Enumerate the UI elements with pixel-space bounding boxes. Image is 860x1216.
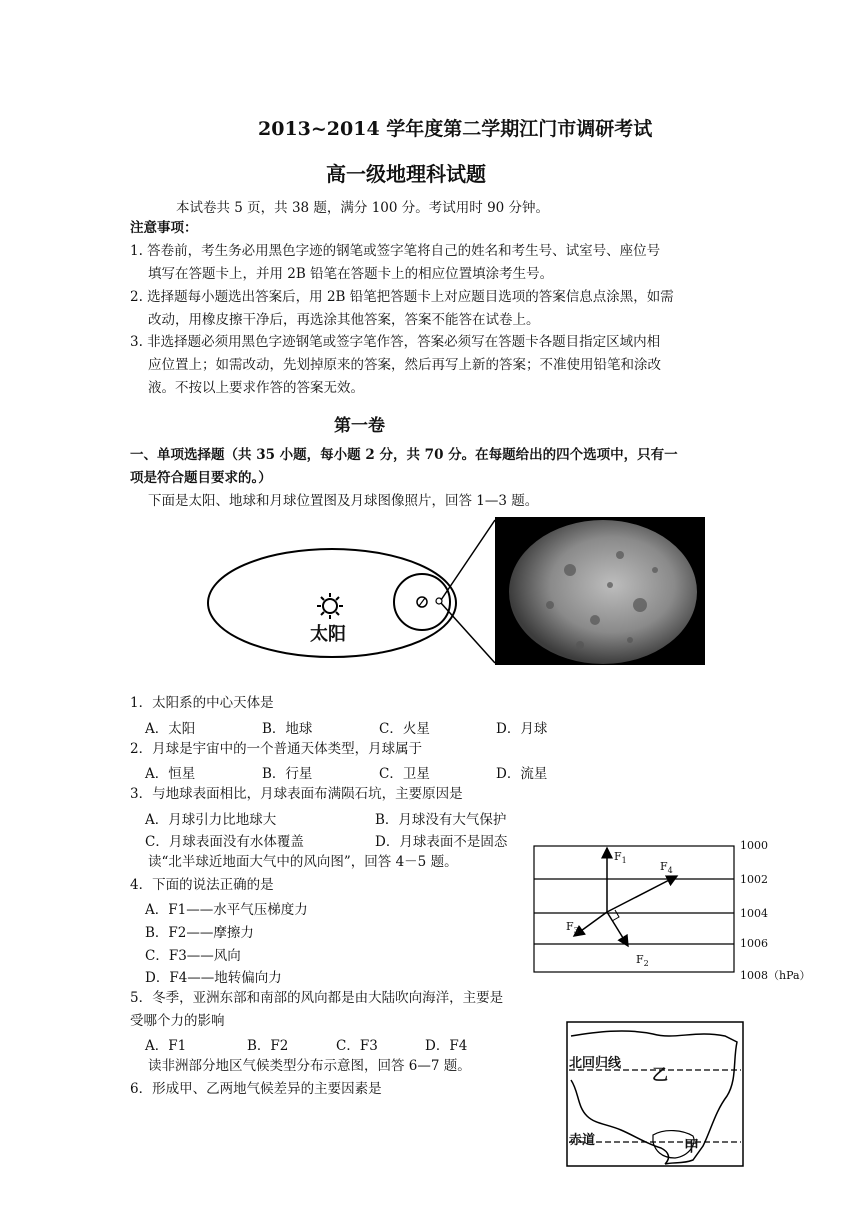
region-jia-label: 甲 xyxy=(684,1137,700,1155)
region-yi-label: 乙 xyxy=(652,1065,669,1084)
equator-label: 赤道 xyxy=(569,1133,596,1148)
q5-option-d: D．F4 xyxy=(425,1038,468,1054)
force-f2-arrow xyxy=(607,912,628,946)
note-3-line-2: 应位置上；如需改动，先划掉原来的答案，然后再写上新的答案；不准使用铅笔和涂改 xyxy=(148,357,661,373)
note-3-line-3: 液。不按以上要求作答的答案无效。 xyxy=(148,380,364,396)
sun-icon xyxy=(317,593,343,619)
section-heading-line-2: 项是符合题目要求的。） xyxy=(130,470,272,486)
notes-heading: 注意事项： xyxy=(130,220,198,236)
tropic-label: 北回归线 xyxy=(569,1056,622,1071)
isobar-label-1002: 1002 xyxy=(740,873,768,886)
part-title: 第一卷 xyxy=(334,416,385,436)
q6-stem: 6．形成甲、乙两地气候差异的主要因素是 xyxy=(130,1081,382,1097)
q5-option-b: B．F2 xyxy=(247,1038,289,1054)
zoom-line-bottom xyxy=(441,603,495,663)
q1-option-b: B．地球 xyxy=(262,721,313,737)
orbit-figure xyxy=(200,515,710,670)
sun-label: 太阳 xyxy=(310,624,346,645)
wind-force-figure xyxy=(530,840,740,980)
q2-stem: 2．月球是宇宙中的一个普通天体类型，月球属于 xyxy=(130,741,423,757)
q4-option-c: C．F3——风向 xyxy=(145,948,241,964)
lead-q4-5: 读“北半球近地面大气中的风向图”，回答 4－5 题。 xyxy=(148,854,458,870)
note-1-line-2: 填写在答题卡上，并用 2B 铅笔在答题卡上的相应位置填涂考生号。 xyxy=(148,266,554,282)
note-2-line-1: 2. 选择题每小题选出答案后，用 2B 铅笔把答题卡上对应题目选项的答案信息点涂黑，如需 xyxy=(130,289,674,305)
q2-option-a: A．恒星 xyxy=(145,766,196,782)
q3-option-a: A．月球引力比地球大 xyxy=(145,812,277,828)
force-f4-arrow xyxy=(607,876,677,912)
q4-stem: 4．下面的说法正确的是 xyxy=(130,877,274,893)
force-f4-label: $F_4$ xyxy=(660,860,673,876)
q2-option-d: D．流星 xyxy=(496,766,548,782)
isobar-label-1008: 1008（hPa） xyxy=(740,969,811,982)
q4-option-d: D．F4——地转偏向力 xyxy=(145,970,282,986)
force-f2-label: $F_2$ xyxy=(636,953,649,969)
q2-option-c: C．卫星 xyxy=(379,766,430,782)
q4-option-b: B．F2——摩擦力 xyxy=(145,925,254,941)
section-heading-line-1: 一、单项选择题（共 35 小题，每小题 2 分，共 70 分。在每题给出的四个选项中，只有一 xyxy=(130,447,678,463)
isobar-label-1000: 1000 xyxy=(740,839,768,852)
isobar-label-1006: 1006 xyxy=(740,937,768,950)
isobar-label-1004: 1004 xyxy=(740,907,768,920)
q3-option-b: B．月球没有大气保护 xyxy=(375,812,507,828)
isobar-box xyxy=(534,846,734,972)
q1-option-c: C．火星 xyxy=(379,721,430,737)
q5-option-c: C．F3 xyxy=(336,1038,378,1054)
q5-option-a: A．F1 xyxy=(145,1038,187,1054)
right-angle-mark xyxy=(612,910,619,921)
q3-option-c: C．月球表面没有水体覆盖 xyxy=(145,834,304,850)
q1-option-d: D．月球 xyxy=(496,721,548,737)
force-f3-arrow xyxy=(574,912,607,936)
note-3-line-1: 3. 非选择题必须用黑色字迹钢笔或签字笔作答，答案必须写在答题卡各题目指定区域内相 xyxy=(130,334,661,350)
lead-q1-3: 下面是太阳、地球和月球位置图及月球图像照片，回答 1—3 题。 xyxy=(148,493,539,509)
moon-photo xyxy=(509,520,697,664)
lead-q6-7: 读非洲部分地区气候类型分布示意图，回答 6—7 题。 xyxy=(148,1058,471,1074)
q1-stem: 1．太阳系的中心天体是 xyxy=(130,695,274,711)
q3-option-d: D．月球表面不是固态 xyxy=(375,834,508,850)
q3-stem: 3．与地球表面相比，月球表面布满陨石坑，主要原因是 xyxy=(130,786,463,802)
exam-title: 2013~2014 学年度第二学期江门市调研考试 xyxy=(258,118,653,140)
q5-stem-line-2: 受哪个力的影响 xyxy=(130,1013,225,1029)
q5-stem-line-1: 5．冬季，亚洲东部和南部的风向都是由大陆吹向海洋，主要是 xyxy=(130,990,504,1006)
q4-option-a: A．F1——水平气压梯度力 xyxy=(145,902,308,918)
force-f1-label: $F_1$ xyxy=(614,850,627,866)
note-2-line-2: 改动，用橡皮擦干净后，再选涂其他答案，答案不能答在试卷上。 xyxy=(148,312,540,328)
force-f3-label: $F_3$ xyxy=(566,920,579,936)
q2-option-b: B．行星 xyxy=(262,766,313,782)
zoom-line-top xyxy=(441,520,495,600)
exam-intro: 本试卷共 5 页，共 38 题，满分 100 分。考试用时 90 分钟。 xyxy=(176,200,550,216)
exam-subtitle: 高一级地理科试题 xyxy=(326,162,486,186)
note-1-line-1: 1. 答卷前，考生务必用黑色字迹的钢笔或签字笔将自己的姓名和考生号、试室号、座位号 xyxy=(130,243,661,259)
q1-option-a: A．太阳 xyxy=(145,721,196,737)
